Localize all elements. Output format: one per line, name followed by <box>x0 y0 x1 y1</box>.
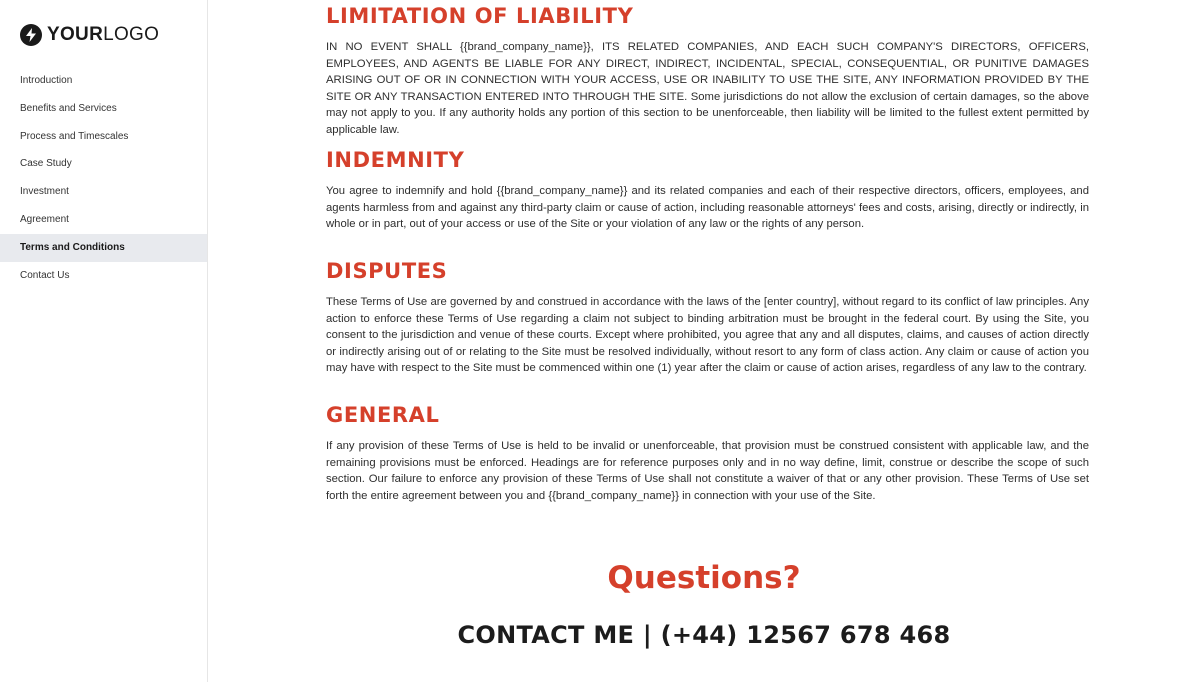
lightning-bolt-icon <box>20 24 42 46</box>
section-body-indemnity: You agree to indemnify and hold {{brand_company_name}} and its related companies and each of their respective directors, officers, employees, and agents harmless from and against any third-party claim or cause of action, including reasonable attorneys' fees and costs, arising, directly or indirectly, in whole or in part, out of your access or use of the Site or your violation of any law or the rights of any person. <box>326 185 1089 231</box>
nav-item-contact-us[interactable]: Contact Us <box>20 269 70 281</box>
nav-item-process-and-timescales[interactable]: Process and Timescales <box>20 130 129 142</box>
section-body-general: If any provision of these Terms of Use is held to be invalid or unenforceable, that provision must be construed consistent with applicable law, and the remaining provisions must be enforced. Headings are for reference purposes only and in no way define, limit, construe or describe the scope of such section. Our failure to enforce any provision of these Terms of Use shall not constitute a waiver of that or any other provision. These Terms of Use set forth the entire agreement between you and {{brand_company_name}} in connection with your use of the Site. <box>326 440 1089 502</box>
sidebar <box>0 0 208 682</box>
nav-item-terms-and-conditions[interactable]: Terms and Conditions <box>0 234 207 262</box>
section-body-limitation-of-liability: IN NO EVENT SHALL {{brand_company_name}}, ITS RELATED COMPANIES, AND EACH SUCH COMPANY'S DIRECTORS, OFFICERS, EMPLOYEES, AND AGENTS BE LIABLE FOR ANY DIRECT, INDIRECT, INCIDENTAL, SPECIAL, CONSEQUENTIAL, OR PUNITIVE DAMAGES ARISING OUT OF OR IN CONNECTION WITH YOUR ACCESS, USE OR INABILITY TO USE THE SITE, ANY INFORMATION PROVIDED BY THE SITE OR ANY TRANSACTION ENTERED INTO THROUGH THE SITE. Some jurisdictions do not allow the exclusion of certain damages, so the above may not apply to you. If any authority holds any portion of this section to be unenforceable, then liability will be limited to the fullest extent permitted by applicable law. <box>326 41 1089 136</box>
logo-text-light: LOGO <box>103 24 160 45</box>
section-body-disputes: These Terms of Use are governed by and construed in accordance with the laws of the [enter country], without regard to its conflict of law principles. Any action to enforce these Terms of Use regarding a claim not subject to binding arbitration must be brought in the federal court. By using the Site, you consent to the jurisdiction and venue of these courts. Except where prohibited, you agree that any and all disputes, claims, and causes of action directly or indirectly arising out of or relating to the Site must be resolved individually, without resort to any form of class action. Any claim or cause of action you may have with respect to the Site must be commenced within one (1) year after the claim or cause of action arises, regardless of any law to the contrary. <box>326 296 1089 375</box>
nav-item-investment[interactable]: Investment <box>20 186 69 198</box>
section-title-general: GENERAL <box>326 403 440 427</box>
section-title-disputes: DISPUTES <box>326 259 448 283</box>
section-title-limitation-of-liability: LIMITATION OF LIABILITY <box>326 4 634 28</box>
section-title-indemnity: INDEMNITY <box>326 148 465 172</box>
nav-item-benefits-and-services[interactable]: Benefits and Services <box>20 102 117 114</box>
logo-text-bold: YOUR <box>47 24 104 45</box>
questions-heading: Questions? <box>607 560 801 596</box>
nav-item-agreement[interactable]: Agreement <box>20 213 69 225</box>
logo-wordmark <box>47 24 159 46</box>
contact-line: CONTACT ME | (+44) 12567 678 468 <box>457 621 951 649</box>
brand-logo[interactable] <box>20 24 159 46</box>
nav-item-introduction[interactable]: Introduction <box>20 75 73 86</box>
sidebar-nav <box>0 67 207 289</box>
nav-item-case-study[interactable]: Case Study <box>20 158 72 170</box>
